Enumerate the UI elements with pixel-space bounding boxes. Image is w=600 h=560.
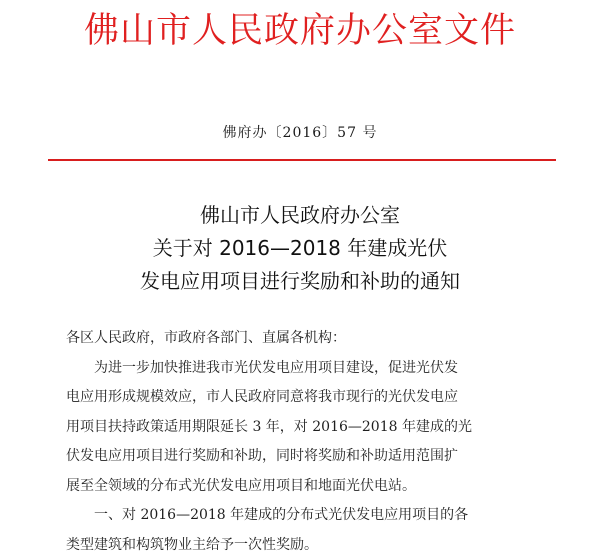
- document-header-title: 佛山市人民政府办公室文件: [0, 8, 600, 54]
- body-paragraph-line: 为进一步加快推进我市光伏发电应用项目建设，促进光伏发: [66, 354, 536, 384]
- body-paragraph-line: 伏发电应用项目进行奖励和补助，同时将奖励和补助适用范围扩: [66, 442, 536, 472]
- notice-body: [66, 324, 536, 560]
- body-paragraph-line: 电应用形成规模效应，市人民政府同意将我市现行的光伏发电应: [66, 383, 536, 413]
- red-divider-line: [48, 159, 556, 161]
- salutation: 各区人民政府，市政府各部门、直属各机构：: [66, 324, 536, 354]
- document-number: 佛府办〔2016〕57 号: [0, 123, 600, 143]
- body-paragraph-line: 一、对 2016—2018 年建成的分布式光伏发电应用项目的各: [66, 501, 536, 531]
- notice-title-line: 关于对 2016—2018 年建成光伏: [0, 232, 600, 265]
- notice-title: [0, 199, 600, 298]
- body-paragraph-line: 类型建筑和构筑物业主给予一次性奖励。: [66, 531, 536, 560]
- body-paragraph-line: 展至全领域的分布式光伏发电应用项目和地面光伏电站。: [66, 472, 536, 502]
- notice-title-line: 佛山市人民政府办公室: [0, 199, 600, 232]
- body-paragraph-line: 用项目扶持政策适用期限延长 3 年，对 2016—2018 年建成的光: [66, 413, 536, 443]
- notice-title-line: 发电应用项目进行奖励和补助的通知: [0, 265, 600, 298]
